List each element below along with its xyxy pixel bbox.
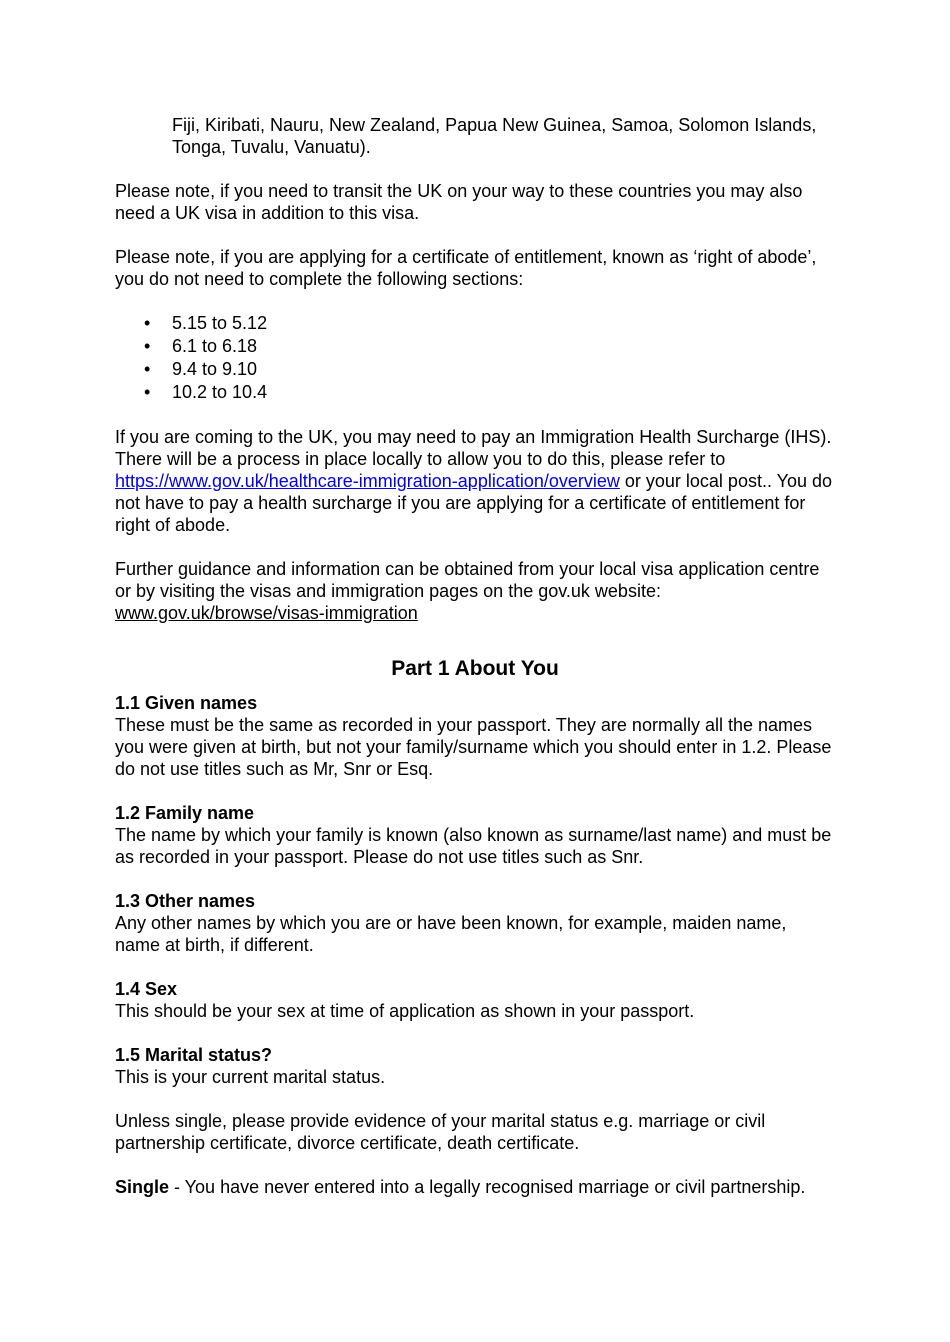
countries-continued: Fiji, Kiribati, Nauru, New Zealand, Papua New Guinea, Samoa, Solomon Islands, Tonga, Tuvalu, Vanuatu). <box>172 115 817 157</box>
part-title: Part 1 About You <box>391 657 559 680</box>
document-page <box>115 114 835 1198</box>
healthcare-immigration-link[interactable]: https://www.gov.uk/healthcare-immigration-application/overview <box>115 471 620 491</box>
question-text: The name by which your family is known (also known as surname/last name) and must be as recorded in your passport. Please do not use titles such as Snr. <box>115 825 832 867</box>
right-of-abode-note: Please note, if you are applying for a certificate of entitlement, known as ‘right of abode’, you do not need to complete the following sections: <box>115 247 817 289</box>
question-text: This is your current marital status. <box>115 1067 386 1087</box>
question-heading: 1.2 Family name <box>115 803 255 823</box>
guidance-paragraph: Further guidance and information can be obtained from your local visa application centre or by visiting the visas and immigration pages on the gov.uk website: www.gov.uk/browse/visas-immigration <box>115 559 820 623</box>
visas-immigration-link[interactable]: www.gov.uk/browse/visas-immigration <box>115 603 418 623</box>
list-item: • 10.2 to 10.4 <box>144 382 268 402</box>
question-text: This should be your sex at time of application as shown in your passport. <box>115 1001 695 1021</box>
question-1-1 <box>115 692 835 780</box>
ihs-paragraph: If you are coming to the UK, you may need to pay an Immigration Health Surcharge (IHS). There will be a process in place locally to allow you to do this, please refer to https://www.gov.uk/healthcare-immigration-application/overview or your local post.. You do not have to pay a health surcharge if you are applying for a certificate of entitlement for right of abode. <box>115 427 833 535</box>
bullet-icon: • <box>144 382 151 402</box>
list-item: • 5.15 to 5.12 <box>144 313 268 333</box>
list-item: • 9.4 to 9.10 <box>144 359 258 379</box>
transit-note: Please note, if you need to transit the UK on your way to these countries you may also need a UK visa in addition to this visa. <box>115 181 803 223</box>
excluded-sections-list <box>115 312 835 404</box>
question-heading: 1.3 Other names <box>115 891 256 911</box>
bullet-icon: • <box>144 336 151 356</box>
bullet-icon: • <box>144 313 151 333</box>
question-heading: 1.5 Marital status? <box>115 1045 273 1065</box>
question-text: Any other names by which you are or have been known, for example, maiden name, name at birth, if different. <box>115 913 787 955</box>
marital-evidence-text: Unless single, please provide evidence of your marital status e.g. marriage or civil partnership certificate, divorce certificate, death certificate. <box>115 1111 766 1153</box>
question-heading: 1.4 Sex <box>115 979 178 999</box>
question-1-4 <box>115 978 835 1022</box>
question-text: These must be the same as recorded in your passport. They are normally all the names you were given at birth, but not your family/surname which you should enter in 1.2. Please do not use titles such as Mr, Snr or Esq. <box>115 715 832 779</box>
question-1-5 <box>115 1044 835 1198</box>
question-1-2 <box>115 802 835 868</box>
single-definition: Single - You have never entered into a legally recognised marriage or civil partnership. <box>115 1177 806 1197</box>
list-item: • 6.1 to 6.18 <box>144 336 258 356</box>
single-label: Single <box>115 1177 170 1197</box>
question-1-3 <box>115 890 835 956</box>
bullet-icon: • <box>144 359 151 379</box>
question-heading: 1.1 Given names <box>115 693 258 713</box>
